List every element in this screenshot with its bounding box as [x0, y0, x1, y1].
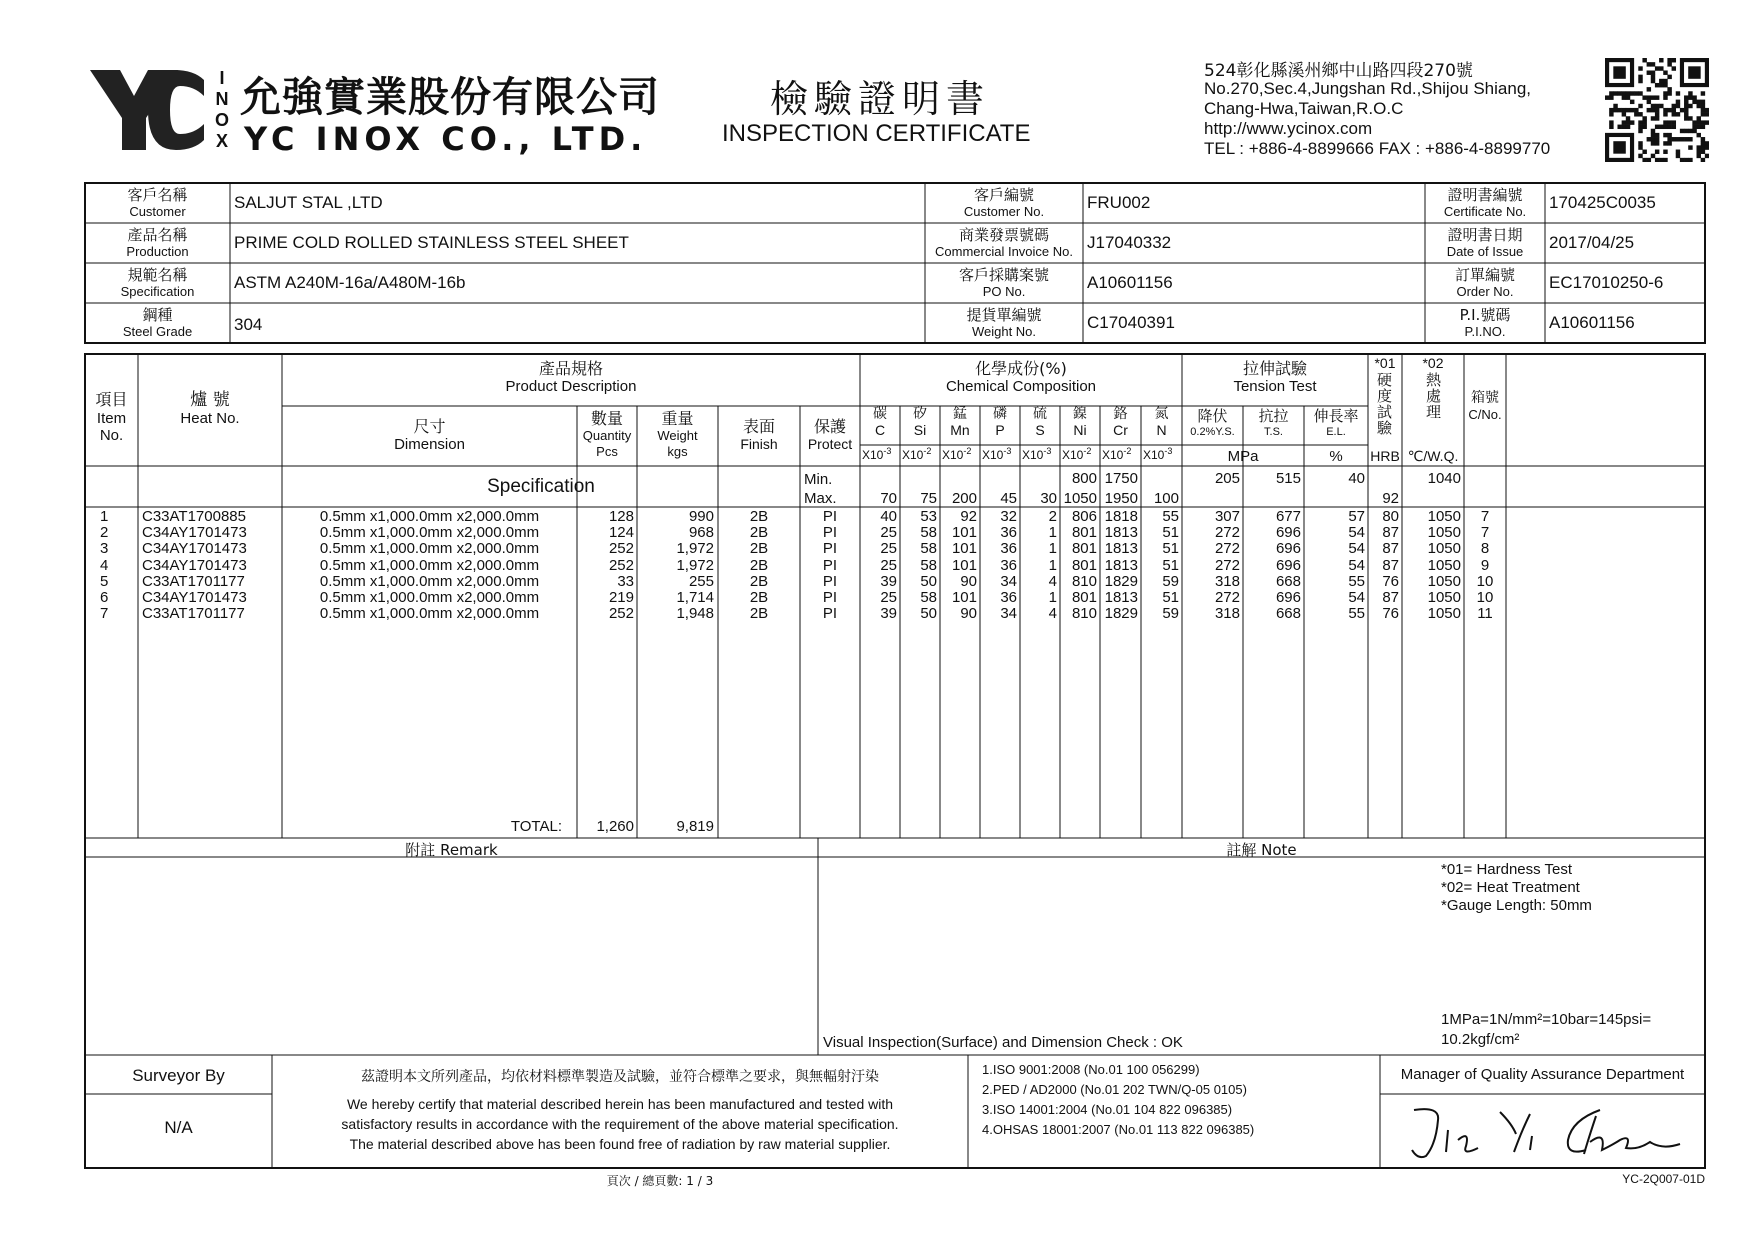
p-value: 36 — [1000, 589, 1017, 606]
element-zh: 矽 — [913, 406, 927, 422]
order-no-value: EC17010250-6 — [1549, 273, 1664, 292]
ys-value: 272 — [1214, 524, 1240, 542]
weight: 1,972 — [676, 556, 714, 574]
ts-value: 668 — [1275, 572, 1301, 590]
iso-item: 2.PED / AD2000 (No.01 202 TWN/Q-05 0105) — [982, 1082, 1247, 1097]
weight: 1,972 — [676, 540, 714, 558]
note-line: *01= Hardness Test — [1441, 861, 1573, 878]
steel-grade-value: 304 — [234, 315, 263, 334]
ni-value: 801 — [1071, 556, 1097, 574]
weight: 255 — [688, 572, 714, 590]
cr-value: 1813 — [1104, 524, 1138, 542]
max-label: Max. — [804, 490, 837, 507]
surveyor-label: Surveyor By — [132, 1066, 225, 1085]
remark-header: 附註 Remark — [405, 841, 498, 859]
ys-value: 272 — [1214, 556, 1240, 574]
unit-conversion-2: 10.2kgf/cm² — [1441, 1031, 1520, 1048]
mn-value: 101 — [951, 556, 977, 574]
element-header — [1060, 406, 1100, 438]
case-no: 7 — [1480, 524, 1490, 542]
ht-value: 1050 — [1427, 524, 1461, 542]
mn-value: 92 — [960, 508, 977, 525]
c-value: 25 — [880, 556, 897, 574]
si-value: 58 — [920, 556, 937, 574]
certification-en — [272, 1094, 968, 1154]
case-no: 10 — [1476, 589, 1494, 606]
ts-value: 668 — [1275, 605, 1301, 623]
tel-fax: TEL : +886-4-8899666 FAX : +886-4-8899770 — [1204, 139, 1551, 158]
table-row — [0, 541, 1755, 557]
table-row — [0, 525, 1755, 541]
ys-value: 318 — [1214, 605, 1240, 623]
element-multiplier: $X10^{-3}$ — [982, 446, 1012, 462]
el-value: 54 — [1348, 540, 1365, 558]
case-no: 11 — [1477, 605, 1493, 623]
cr-value: 1813 — [1104, 589, 1138, 606]
element-header — [860, 406, 900, 438]
ht-value: 1050 — [1427, 589, 1461, 606]
dimension: 0.5mm x1,000.0mm x2,000.0mm — [319, 572, 540, 590]
finish: 2B — [749, 605, 769, 623]
issue-date-label: 證明書日期 Date of Issue — [1446, 226, 1524, 259]
website: http://www.ycinox.com — [1204, 119, 1373, 138]
quantity: 124 — [608, 524, 634, 542]
element-header — [900, 406, 940, 438]
element-multiplier: $X10^{-2}$ — [942, 446, 972, 462]
specification-label: 規範名稱 Specification — [120, 266, 195, 299]
element-zh: 氮 — [1154, 406, 1169, 422]
ys-value: 318 — [1214, 572, 1240, 590]
c-value: 40 — [880, 508, 897, 525]
ni-value: 810 — [1071, 572, 1097, 590]
weight: 1,714 — [676, 589, 714, 606]
order-no-label: 訂單編號 Order No. — [1454, 266, 1515, 299]
weight-no-value: C17040391 — [1087, 313, 1175, 332]
c-value: 25 — [880, 589, 897, 606]
pi-no-label: P.I.號碼 P.I.NO. — [1459, 306, 1511, 339]
hrb-value: 87 — [1382, 540, 1399, 558]
company-name-zh: 允強實業股份有限公司 — [240, 73, 660, 121]
ht-value: 1050 — [1427, 572, 1461, 590]
s-value: 1 — [1048, 556, 1057, 574]
steel-grade-label: 鋼種 Steel Grade — [122, 306, 193, 339]
specification-value: ASTM A240M-16a/A480M-16b — [234, 273, 466, 292]
element-symbol: Cr — [1113, 422, 1128, 438]
protect: PI — [822, 524, 838, 542]
po-no-value: A10601156 — [1087, 273, 1173, 292]
signature-stroke — [1400, 1100, 1690, 1164]
hrb-value: 87 — [1382, 524, 1399, 542]
el-value: 55 — [1348, 605, 1365, 623]
certification-line: We hereby certify that material described herein has been manufactured and tested with — [346, 1096, 894, 1112]
address-en-2: Chang-Hwa,Taiwan,R.O.C — [1204, 99, 1404, 118]
n-value: 51 — [1162, 540, 1179, 558]
table-row — [0, 574, 1755, 590]
c-value: 39 — [880, 605, 897, 623]
protect: PI — [822, 540, 838, 558]
el-value: 54 — [1348, 556, 1365, 574]
ht-value: 1050 — [1427, 508, 1461, 525]
mn-value: 101 — [951, 540, 977, 558]
dimension: 0.5mm x1,000.0mm x2,000.0mm — [319, 508, 540, 525]
logo-mark — [86, 66, 206, 154]
total-quantity: 1,260 — [596, 818, 634, 835]
spec-max-value: 1950 — [1104, 490, 1138, 507]
n-value: 51 — [1162, 589, 1179, 606]
customer-label: 客戶名稱 Customer — [127, 186, 188, 219]
s-value: 2 — [1048, 508, 1057, 525]
spec-max-value: 92 — [1382, 490, 1399, 507]
p-value: 34 — [1000, 572, 1017, 590]
element-multiplier: $X10^{-2}$ — [1102, 446, 1132, 462]
protect: PI — [822, 589, 838, 606]
manager-signature — [1400, 1100, 1690, 1164]
p-value: 36 — [1000, 540, 1017, 558]
element-multiplier: $X10^{-3}$ — [862, 446, 892, 462]
percent-unit: % — [1329, 448, 1343, 465]
table-row — [0, 590, 1755, 606]
finish-header: 表面 Finish — [740, 417, 778, 452]
cr-value: 1813 — [1104, 556, 1138, 574]
weight-no-label: 提貨單編號 Weight No. — [966, 306, 1042, 339]
item-no: 3 — [100, 540, 109, 558]
hrb-value: 87 — [1382, 556, 1399, 574]
heat-no: C34AY1701473 — [142, 524, 247, 542]
item-no: 1 — [100, 508, 109, 525]
finish: 2B — [749, 540, 769, 558]
si-value: 50 — [920, 605, 937, 623]
case-no: 7 — [1480, 508, 1490, 525]
n-value: 59 — [1162, 572, 1179, 590]
unit-conversion-1: 1MPa=1N/mm²=10bar=145psi= — [1441, 1011, 1652, 1028]
quantity: 252 — [608, 540, 634, 558]
hrb-value: 76 — [1382, 605, 1399, 623]
quantity-header: 數量 Quantity Pcs — [582, 409, 632, 459]
n-value: 51 — [1162, 524, 1179, 542]
table-row — [0, 509, 1755, 525]
element-symbol: C — [874, 422, 886, 438]
dimension-header: 尺寸 Dimension — [394, 417, 465, 453]
quantity: 33 — [617, 572, 634, 590]
customer-no-label: 客戶編號 Customer No. — [963, 186, 1045, 219]
manager-label: Manager of Quality Assurance Department — [1400, 1066, 1685, 1083]
form-code: YC-2Q007-01D — [1622, 1172, 1705, 1186]
protect: PI — [822, 572, 838, 590]
hrb-value: 87 — [1382, 589, 1399, 606]
iso-item: 3.ISO 14001:2004 (No.01 104 822 096385) — [982, 1102, 1233, 1117]
heat-treatment-code: *02 — [1422, 355, 1444, 371]
spec-min-value: 1040 — [1427, 470, 1461, 487]
element-symbol: Ni — [1073, 422, 1087, 438]
ni-value: 806 — [1071, 508, 1097, 525]
certificate-no-label: 證明書編號 Certificate No. — [1443, 186, 1527, 219]
ts-value: 677 — [1275, 508, 1301, 525]
tensile-strength-header: 抗拉 T.S. — [1258, 407, 1289, 438]
note-lines — [1441, 861, 1592, 915]
heat-no: C33AT1701177 — [142, 605, 245, 623]
ni-value: 801 — [1071, 524, 1097, 542]
s-value: 1 — [1048, 540, 1057, 558]
po-no-label: 客戶採購案號 PO No. — [958, 266, 1049, 299]
tension-test-header: 拉伸試驗 Tension Test — [1233, 359, 1317, 395]
spec-max-value: 30 — [1040, 490, 1057, 507]
element-symbol: P — [995, 422, 1005, 438]
p-value: 32 — [1000, 508, 1017, 525]
spec-max-value: 100 — [1153, 490, 1179, 507]
invoice-no-value: J17040332 — [1087, 233, 1172, 252]
spec-min-value: 40 — [1348, 470, 1365, 487]
finish: 2B — [749, 508, 769, 525]
element-multiplier: $X10^{-2}$ — [902, 446, 932, 462]
protect: PI — [822, 556, 838, 574]
specification-row-label: Specification — [487, 476, 595, 497]
quantity: 219 — [608, 589, 634, 606]
element-multiplier: $X10^{-2}$ — [1062, 446, 1092, 462]
table-row — [0, 606, 1755, 622]
element-zh: 錳 — [953, 406, 967, 422]
cr-value: 1829 — [1104, 572, 1138, 590]
mn-value: 90 — [960, 572, 977, 590]
customer-value: SALJUT STAL ,LTD — [234, 193, 383, 212]
quantity: 252 — [608, 556, 634, 574]
element-symbol: N — [1156, 422, 1167, 438]
page-indicator: 頁次 / 總頁數: 1 / 3 — [606, 1174, 714, 1188]
element-symbol: Mn — [950, 422, 970, 438]
c-value: 25 — [880, 524, 897, 542]
spec-min-value: 205 — [1214, 470, 1240, 487]
certification-zh: 茲證明本文所列產品，均依材料標準製造及試驗，並符合標準之要求，與無輻射汙染 — [361, 1069, 879, 1085]
spec-max-value: 200 — [951, 490, 977, 507]
element-multiplier: $X10^{-3}$ — [1143, 446, 1173, 462]
si-value: 53 — [920, 508, 937, 525]
heat-no: C34AY1701473 — [142, 540, 247, 558]
n-value: 55 — [1162, 508, 1179, 525]
product-value: PRIME COLD ROLLED STAINLESS STEEL SHEET — [234, 233, 629, 252]
address-en-1: No.270,Sec.4,Jungshan Rd.,Shijou Shiang, — [1204, 79, 1532, 98]
protect: PI — [822, 508, 838, 525]
element-symbol: S — [1035, 422, 1045, 438]
p-value: 34 — [1000, 605, 1017, 623]
dimension: 0.5mm x1,000.0mm x2,000.0mm — [319, 589, 540, 606]
hardness-test-header: 硬度試驗 — [1375, 372, 1393, 436]
spec-max-value: 45 — [1000, 490, 1017, 507]
ht-value: 1050 — [1427, 556, 1461, 574]
heat-no: C34AY1701473 — [142, 589, 247, 606]
si-value: 50 — [920, 572, 937, 590]
element-zh: 碳 — [873, 406, 887, 422]
pi-no-value: A10601156 — [1549, 313, 1635, 332]
finish: 2B — [749, 524, 769, 542]
c-value: 39 — [880, 572, 897, 590]
hrb-unit: HRB — [1370, 448, 1400, 464]
certificate-no-value: 170425C0035 — [1549, 193, 1656, 212]
s-value: 1 — [1048, 524, 1057, 542]
ni-value: 801 — [1071, 540, 1097, 558]
hrb-value: 76 — [1382, 572, 1399, 590]
element-zh: 硫 — [1033, 406, 1047, 422]
iso-item: 1.ISO 9001:2008 (No.01 100 056299) — [982, 1062, 1200, 1077]
hrb-value: 80 — [1382, 508, 1399, 525]
certification-line: The material described above has been found free of radiation by raw material supplier. — [349, 1136, 891, 1152]
finish: 2B — [749, 572, 769, 590]
table-row — [0, 558, 1755, 574]
dimension: 0.5mm x1,000.0mm x2,000.0mm — [319, 605, 540, 623]
element-zh: 磷 — [993, 406, 1007, 422]
spec-max-value: 70 — [880, 490, 897, 507]
mpa-unit: MPa — [1227, 448, 1259, 465]
iso-item: 4.OHSAS 18001:2007 (No.01 113 822 096385) — [982, 1122, 1255, 1137]
si-value: 58 — [920, 589, 937, 606]
mn-value: 101 — [951, 589, 977, 606]
heat-treatment-header: 熱處理 — [1424, 372, 1442, 420]
spec-max-value: 1050 — [1063, 490, 1097, 507]
dimension: 0.5mm x1,000.0mm x2,000.0mm — [319, 540, 540, 558]
el-value: 54 — [1348, 524, 1365, 542]
element-header — [980, 406, 1020, 438]
heat-no: C33AT1701177 — [142, 572, 245, 590]
logo-inox-text: INOX — [212, 68, 232, 152]
cr-value: 1818 — [1104, 508, 1138, 525]
p-value: 36 — [1000, 524, 1017, 542]
s-value: 1 — [1048, 589, 1057, 606]
product-description-header: 產品規格 Product Description — [505, 359, 637, 395]
spec-max-value: 75 — [920, 490, 937, 507]
quantity: 252 — [608, 605, 634, 623]
yield-strength-header: 降伏 0.2%Y.S. — [1190, 407, 1235, 438]
finish: 2B — [749, 589, 769, 606]
ys-value: 272 — [1214, 589, 1240, 606]
certification-line: satisfactory results in accordance with the requirement of the above material specification. — [341, 1116, 899, 1132]
wq-unit: ℃/W.Q. — [1407, 448, 1459, 464]
dimension: 0.5mm x1,000.0mm x2,000.0mm — [319, 524, 540, 542]
ys-value: 272 — [1214, 540, 1240, 558]
title-en: INSPECTION CERTIFICATE — [722, 120, 1031, 147]
weight-header: 重量 Weight kgs — [657, 409, 698, 459]
case-no: 8 — [1480, 540, 1490, 558]
qr-code-icon — [1605, 58, 1709, 162]
n-value: 51 — [1162, 556, 1179, 574]
s-value: 4 — [1048, 605, 1057, 623]
spec-min-value: 800 — [1071, 470, 1097, 487]
hardness-code: *01 — [1374, 355, 1396, 371]
ht-value: 1050 — [1427, 605, 1461, 623]
protect: PI — [822, 605, 838, 623]
ts-value: 696 — [1275, 556, 1301, 574]
element-zh: 鎳 — [1073, 406, 1087, 422]
case-no: 9 — [1480, 556, 1490, 574]
note-line: *02= Heat Treatment — [1441, 879, 1580, 896]
weight: 1,948 — [676, 605, 714, 623]
case-no: 10 — [1476, 572, 1494, 590]
s-value: 4 — [1048, 572, 1057, 590]
item-no: 4 — [100, 556, 109, 574]
iso-list — [982, 1060, 1254, 1140]
item-no: 7 — [100, 605, 109, 623]
chemical-composition-header: 化學成份(%) Chemical Composition — [945, 359, 1097, 395]
dimension: 0.5mm x1,000.0mm x2,000.0mm — [319, 556, 540, 574]
n-value: 59 — [1162, 605, 1179, 623]
element-header — [1141, 406, 1182, 438]
case-no-header: 箱號 C/No. — [1468, 390, 1502, 422]
mn-value: 90 — [960, 605, 977, 623]
c-value: 25 — [880, 540, 897, 558]
total-label: TOTAL: — [510, 818, 562, 835]
element-header — [1100, 406, 1141, 438]
note-header: 註解 Note — [1226, 841, 1297, 859]
el-value: 57 — [1348, 508, 1365, 525]
note-line: *Gauge Length: 50mm — [1441, 897, 1592, 914]
protect-header: 保護 Protect — [807, 417, 853, 452]
element-header — [1020, 406, 1060, 438]
surveyor-value: N/A — [164, 1118, 193, 1137]
ts-value: 696 — [1275, 524, 1301, 542]
item-no-header: 項目 Item No. — [95, 390, 128, 444]
heat-no: C33AT1700885 — [142, 508, 246, 525]
item-no: 5 — [100, 572, 109, 590]
spec-min-value: 515 — [1275, 470, 1301, 487]
title-zh: 檢驗證明書 — [770, 77, 991, 121]
element-multiplier: $X10^{-3}$ — [1022, 446, 1052, 462]
ni-value: 801 — [1071, 589, 1097, 606]
element-header — [940, 406, 980, 438]
company-name-en: YC INOX CO., LTD. — [244, 120, 648, 158]
invoice-no-label: 商業發票號碼 Commercial Invoice No. — [935, 226, 1073, 259]
mn-value: 101 — [951, 524, 977, 542]
total-weight: 9,819 — [676, 818, 714, 835]
p-value: 36 — [1000, 556, 1017, 574]
item-no: 6 — [100, 589, 109, 606]
item-no: 2 — [100, 524, 109, 542]
ys-value: 307 — [1214, 508, 1240, 525]
customer-no-value: FRU002 — [1087, 193, 1151, 212]
min-label: Min. — [804, 471, 833, 488]
issue-date-value: 2017/04/25 — [1549, 233, 1635, 252]
weight: 968 — [688, 524, 714, 542]
weight: 990 — [688, 508, 714, 525]
heat-no-header: 爐 號 Heat No. — [180, 390, 240, 427]
ts-value: 696 — [1275, 589, 1301, 606]
visual-inspection-text: Visual Inspection(Surface) and Dimension Check : OK — [823, 1034, 1183, 1051]
elongation-header: 伸長率 E.L. — [1313, 407, 1359, 438]
cr-value: 1813 — [1104, 540, 1138, 558]
finish: 2B — [749, 556, 769, 574]
element-zh: 鉻 — [1113, 406, 1128, 422]
el-value: 55 — [1348, 572, 1365, 590]
product-label: 產品名稱 Production — [126, 226, 189, 259]
ht-value: 1050 — [1427, 540, 1461, 558]
element-symbol: Si — [913, 422, 927, 438]
ni-value: 810 — [1071, 605, 1097, 623]
company-logo — [86, 66, 206, 154]
quantity: 128 — [608, 508, 634, 525]
cr-value: 1829 — [1104, 605, 1138, 623]
address-zh: 524彰化縣溪州鄉中山路四段270號 — [1204, 61, 1473, 81]
si-value: 58 — [920, 540, 937, 558]
si-value: 58 — [920, 524, 937, 542]
heat-no: C34AY1701473 — [142, 556, 247, 574]
spec-min-value: 1750 — [1104, 470, 1138, 487]
el-value: 54 — [1348, 589, 1365, 606]
ts-value: 696 — [1275, 540, 1301, 558]
